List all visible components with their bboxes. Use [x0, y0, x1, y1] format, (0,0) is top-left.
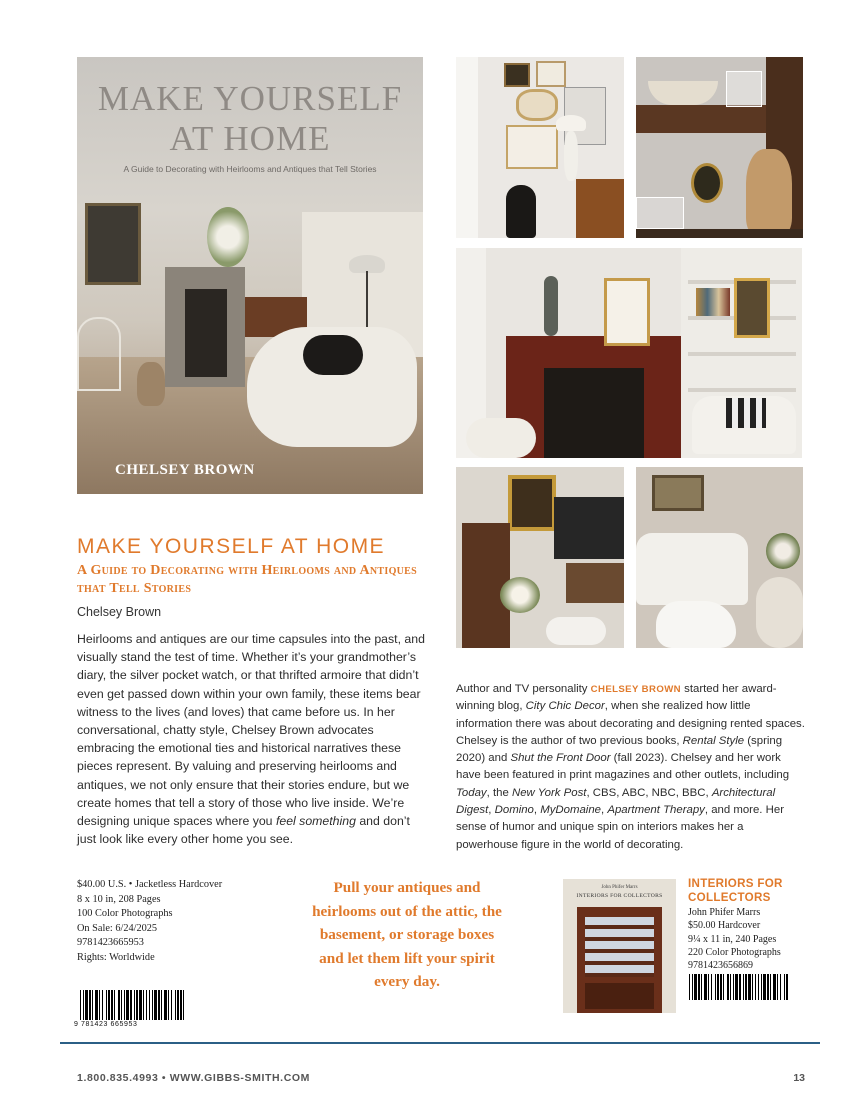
china-plates: [585, 917, 654, 977]
bio-book-title: Rental Style: [682, 734, 745, 747]
television: [554, 497, 624, 559]
gilt-portrait: [734, 278, 770, 338]
stoneware-jug: [746, 149, 792, 235]
cover-title-line2: AT HOME: [169, 119, 331, 158]
bio-text: (spring 2020) and: [456, 734, 783, 765]
book-description: [77, 630, 427, 848]
spec-size: 8 x 10 in, 208 Pages: [77, 893, 161, 905]
gallery-wall-photo: [456, 57, 624, 238]
gilt-painting: [508, 475, 556, 531]
bio-text: , and more. Her sense of humor and unique spin on interiors makes her a powerhouse figure in the world of decorating.: [456, 804, 784, 851]
footer-contact: 1.800.835.4993 • WWW.GIBBS-SMITH.COM: [77, 1072, 310, 1084]
bio-text: ,: [533, 804, 541, 817]
black-white-art: [604, 278, 650, 346]
glassware: [636, 197, 684, 229]
bio-outlet: Today: [456, 786, 487, 799]
shelf-vessels-photo: [636, 57, 803, 238]
glass-jar: [726, 71, 762, 107]
bio-text: Author and TV personality: [456, 683, 591, 695]
barcode-bar: [786, 974, 788, 1000]
main-heading: MAKE YOURSELF AT HOME: [77, 535, 386, 558]
lamp-shade: [556, 115, 586, 131]
striped-pillow: [726, 398, 766, 428]
related-book-cover: [563, 879, 676, 1013]
description-text: Heirlooms and antiques are our time capsules into the past, and visually stand the test of time. Whether it’s your grandmother’s diary, the silver pocket watch, or that thrifted armoire that didn’t even get passed down within your own family, these items bear witness to the lives (and loves) that came before us. In her conversational, chatty style, Chelsey Brown advocates embracing the emotional ties and historical narratives these pieces represent. By valuing and preserving heirlooms and antiques, we not only ensure that their stories endure, but we create homes that tell a story of those who live inside. We’re designing unique spaces where you: [77, 632, 425, 829]
author-bio: [456, 681, 806, 854]
wood-console: [566, 563, 624, 603]
lamp-base: [564, 131, 578, 181]
oval-portrait: [691, 163, 723, 203]
related-book-title: INTERIORS FOR COLLECTORS: [688, 877, 783, 904]
door-frame: [456, 57, 478, 238]
footer-divider: [60, 1042, 820, 1044]
bookshelf: [688, 352, 796, 356]
antique-desk-photo: [456, 467, 624, 648]
barcode-bar: [184, 990, 187, 1020]
related-isbn: 9781423656869: [688, 960, 753, 972]
flower-arrangement: [207, 207, 249, 267]
ceramic-bowl: [648, 81, 718, 105]
boucle-stool: [466, 418, 536, 458]
wire-chair: [77, 317, 121, 391]
portrait-painting: [85, 203, 141, 285]
black-pillow: [303, 335, 363, 375]
bio-outlet: Domino: [494, 804, 534, 817]
small-frame: [504, 63, 530, 87]
clay-vase: [137, 362, 165, 406]
description-emphasis: feel something: [275, 814, 356, 829]
bio-text: ,: [488, 804, 495, 817]
bio-text: , when she realized how little information there was about decorating and designing rented spaces. Chelsey is the author of two previous books,: [456, 700, 805, 747]
cover-author: CHELSEY BROWN: [115, 462, 255, 478]
cabinet-doors: [585, 983, 654, 1009]
firebox: [544, 368, 644, 458]
bio-author-name: CHELSEY BROWN: [590, 684, 681, 695]
bio-text: , the: [486, 786, 512, 799]
bookshelf: [688, 388, 796, 392]
related-size: 9¼ x 11 in, 240 Pages: [688, 933, 777, 945]
barcode-number: 9 781423 665953: [74, 1021, 138, 1028]
bio-text: , CBS, ABC, NBC, BBC,: [586, 786, 712, 799]
wood-cabinet: [576, 179, 624, 238]
fireplace-opening: [185, 289, 227, 377]
isbn-barcode: [80, 990, 188, 1020]
books: [696, 288, 730, 316]
related-price: $50.00 Hardcover: [688, 920, 761, 932]
gilt-mirror: [516, 89, 558, 121]
main-author: Chelsey Brown: [77, 605, 162, 619]
spec-rights: Rights: Worldwide: [77, 951, 155, 963]
black-sculpture: [506, 185, 536, 238]
round-chair: [756, 577, 803, 648]
related-cover-title: INTERIORS FOR COLLECTORS: [576, 893, 663, 899]
related-book-details: [688, 906, 781, 972]
related-isbn-barcode: [689, 974, 789, 1000]
bio-outlet: New York Post: [511, 786, 587, 799]
main-subheading: A Guide to Decorating with Heirlooms and Antiques that Tell Stories: [77, 563, 417, 596]
ink-art-frame: [506, 125, 558, 169]
book-specs: [77, 878, 222, 966]
cover-title-line1: MAKE YOURSELF: [97, 79, 403, 118]
bio-blog-name: City Chic Decor: [525, 700, 605, 713]
page-number: 13: [793, 1072, 805, 1084]
bio-text: ,: [601, 804, 608, 817]
fireplace-living-room-photo: [456, 248, 802, 458]
cover-subtitle: A Guide to Decorating with Heirlooms and Antiques that Tell Stories: [123, 164, 377, 174]
bio-text: started her award-winning blog,: [456, 683, 777, 713]
white-coffee-table: [656, 601, 736, 648]
sideboard-top: [636, 229, 803, 238]
book-cover: [77, 57, 423, 494]
bio-book-title: Shut the Front Door: [510, 752, 611, 765]
sculpture: [544, 276, 558, 336]
related-author: John Phifer Marrs: [688, 907, 761, 918]
spec-on-sale: On Sale: 6/24/2025: [77, 922, 158, 934]
bio-text: (fall 2023). Chelsey and her work have been featured in print magazines and other outlets, including: [456, 752, 790, 782]
description-text-end: and don’t just look like every other home you see.: [77, 814, 410, 847]
pull-quote: Pull your antiques and heirlooms out of the attic, the basement, or storage boxes and let them lift your spirit every day.: [312, 879, 502, 990]
bio-outlet: Architectural Digest: [456, 786, 776, 817]
flower-vase: [766, 533, 800, 569]
related-photos: 220 Color Photographs: [688, 946, 781, 958]
related-cover-author: John Phifer Marrs: [601, 885, 638, 890]
spec-photos: 100 Color Photographs: [77, 908, 173, 920]
white-side-table: [546, 617, 606, 645]
bio-outlet: MyDomaine: [540, 804, 602, 817]
white-sofa-photo: [636, 467, 803, 648]
spec-price: $40.00 U.S. • Jacketless Hardcover: [77, 879, 223, 890]
bio-outlet: Apartment Therapy: [607, 804, 705, 817]
spec-isbn: 9781423665953: [77, 937, 144, 949]
flower-bouquet: [500, 577, 540, 613]
landscape-painting: [652, 475, 704, 511]
cover-title: [77, 79, 423, 159]
white-sofa: [636, 533, 748, 605]
small-frame: [536, 61, 566, 87]
